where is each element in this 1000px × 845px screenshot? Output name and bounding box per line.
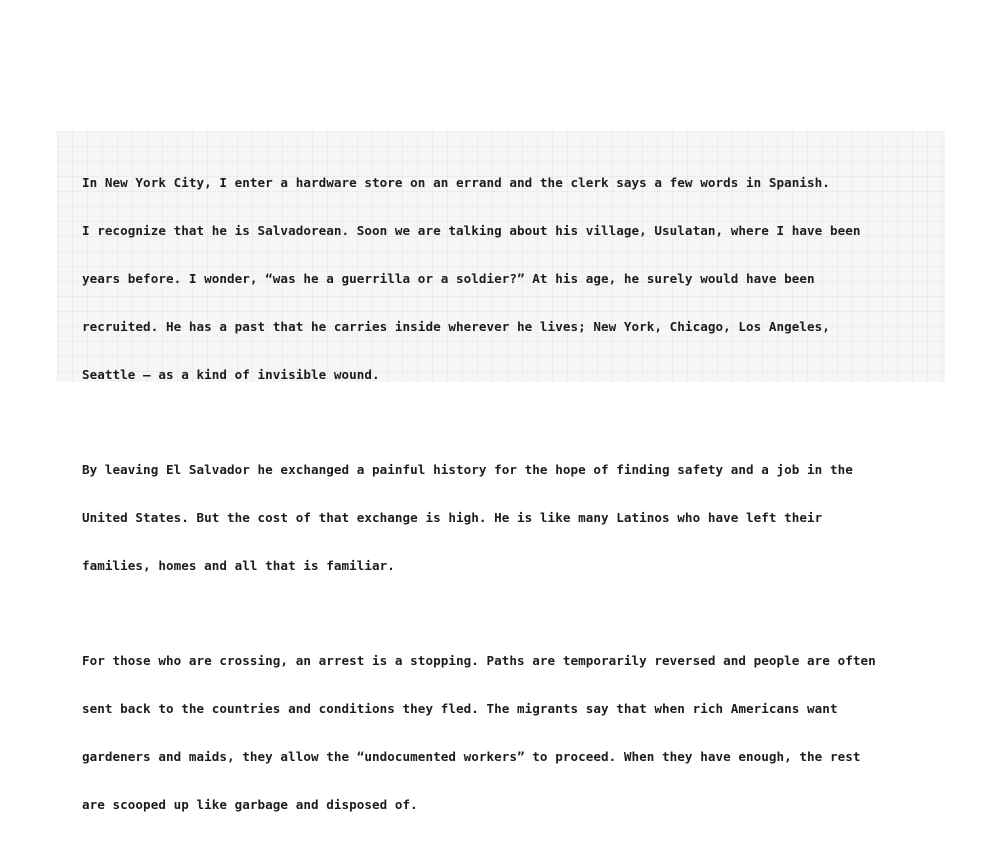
paragraph-2	[82, 430, 945, 606]
text-line: By leaving El Salvador he exchanged a painful history for the hope of finding safety and a job in the	[82, 462, 853, 477]
text-line: years before. I wonder, “was he a guerrilla or a soldier?” At his age, he surely would have been	[82, 271, 815, 286]
text-panel	[57, 131, 945, 812]
text-line: sent back to the countries and conditions they fled. The migrants say that when rich Americans want	[82, 701, 838, 716]
text-line: recruited. He has a past that he carries inside wherever he lives; New York, Chicago, Los Angeles,	[82, 319, 830, 334]
text-line: In New York City, I enter a hardware store on an errand and the clerk says a few words in Spanish.	[82, 175, 830, 190]
paragraph-3	[82, 621, 945, 845]
text-line: Seattle — as a kind of invisible wound.	[82, 367, 380, 382]
text-line: For those who are crossing, an arrest is a stopping. Paths are temporarily reversed and people are often	[82, 653, 876, 668]
text-line: United States. But the cost of that exchange is high. He is like many Latinos who have left their	[82, 510, 823, 525]
text-line: I recognize that he is Salvadorean. Soon we are talking about his village, Usulatan, where I have been	[82, 223, 861, 238]
text-line: families, homes and all that is familiar.	[82, 558, 395, 573]
paragraph-1	[82, 143, 945, 415]
text-line: gardeners and maids, they allow the “undocumented workers” to proceed. When they have enough, the rest	[82, 749, 861, 764]
text-line: are scooped up like garbage and disposed of.	[82, 797, 418, 812]
